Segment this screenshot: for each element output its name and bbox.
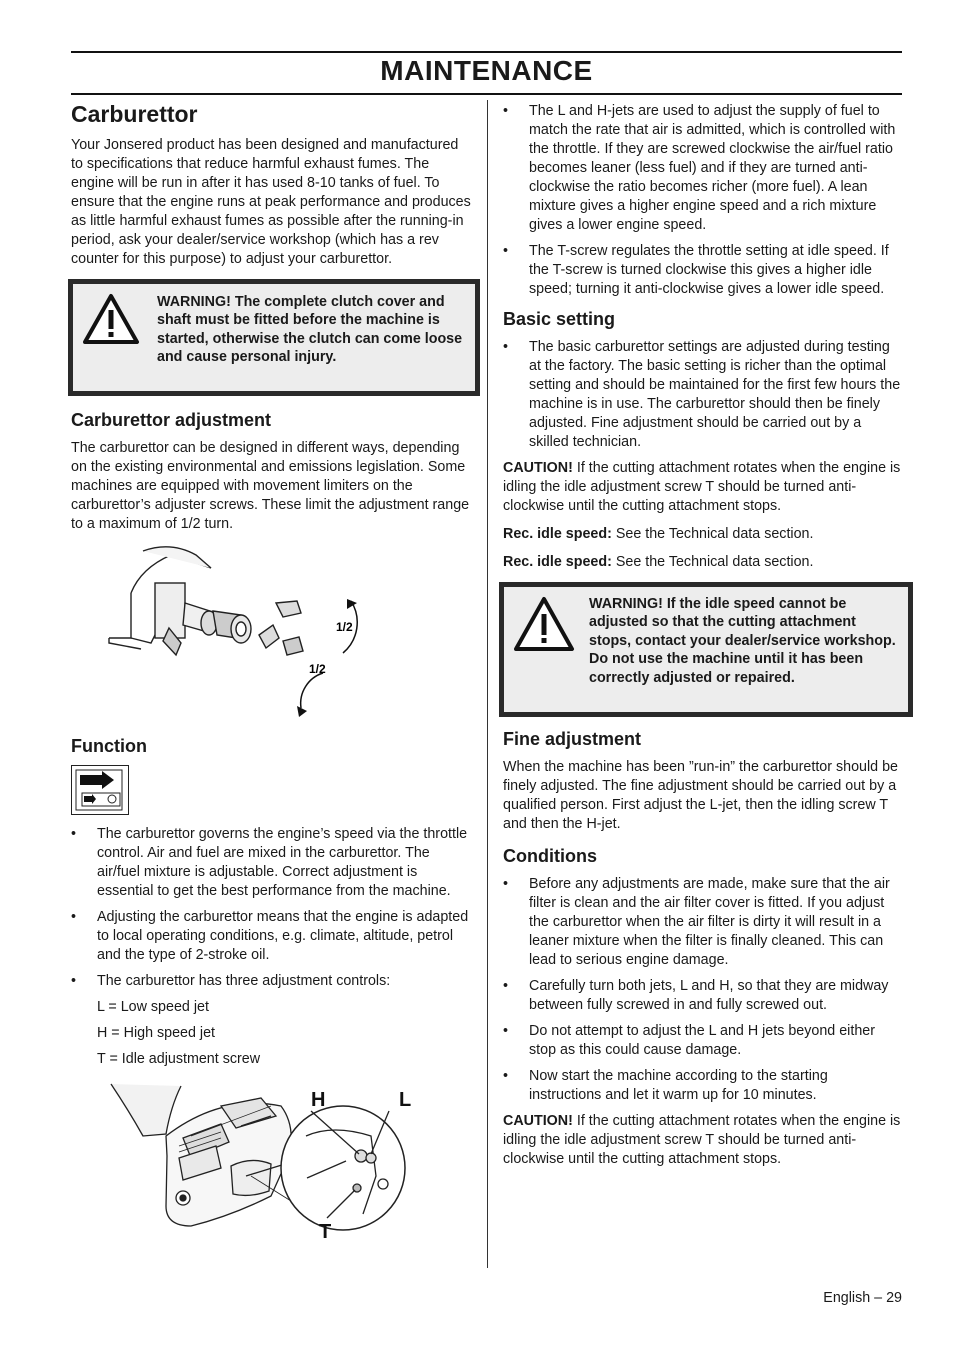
function-bullet-list — [71, 825, 471, 991]
warning-text-idle: WARNING! If the idle speed cannot be adjusted so that the cutting attachment stops, contact your dealer/service workshop. Do not use the machine until it has been correctly adjusted or repaired. — [589, 596, 896, 686]
adjustment-paragraph: The carburettor can be designed in different ways, depending on the existing environmental and emissions legislation. Some machines are equipped with movement limiters on the carburettor’s adjuster screws. These limit the adjustment range to a maximum of 1/2 turn. — [71, 440, 470, 532]
rec-idle-text: See the Technical data section. — [611, 554, 814, 570]
header-rule-top — [71, 51, 902, 53]
list-item: • The T-screw regulates the throttle setting at idle speed. If the T-screw is turned clockwise this gives a higher idle speed; turning it anti-clockwise gives a lower idle speed. — [503, 242, 903, 299]
jet-label-l: L — [399, 1089, 412, 1111]
warning-text-clutch: WARNING! The complete clutch cover and shaft must be fitted before the machine is started, otherwise the clutch can come loose and cause personal injury. — [157, 294, 463, 366]
engine-jets-figure — [71, 1076, 471, 1241]
rec-idle-label: Rec. idle speed: — [503, 526, 612, 542]
jet-bullet-list — [503, 102, 903, 299]
header-rule-bottom — [71, 93, 902, 95]
list-item: • The carburettor governs the engine’s speed via the throttle control. Air and fuel are mixed in the carburettor. The air/fuel mixture is adjustable. Correct adjustment is essential to get the best performance from the machine. — [71, 825, 471, 901]
warning-box-clutch — [68, 279, 480, 396]
warning-triangle-icon — [81, 292, 141, 346]
carburettor-limiter-figure — [101, 543, 401, 728]
rec-idle-label: Rec. idle speed: — [503, 554, 612, 570]
list-item: • Before any adjustments are made, make sure that the air filter is clean and the air filter cover is fitted. If you adjust the carburettor when the air filter is dirty it will result in a leaner mixture when the filter is finally cleaned. This can lead to serious engine damage. — [503, 875, 903, 970]
heading-fine-adjustment: Fine adjustment — [503, 729, 642, 749]
rec-idle-speed-1 — [503, 525, 903, 544]
limiter-label-bottom: 1/2 — [309, 662, 326, 676]
list-item: • Do not attempt to adjust the L and H jets beyond either stop as this could cause damage. — [503, 1022, 903, 1060]
warning-triangle-icon — [512, 595, 576, 653]
jet-label-h: H — [311, 1089, 326, 1111]
list-item: • The L and H-jets are used to adjust the supply of fuel to match the rate that air is admitted, which is controlled with the throttle. If they are screwed clockwise the air/fuel ratio becomes leaner (less fuel) and if they are turned anti-clockwise the ratio becomes richer (more fuel). A lean mixture gives a higher engine speed and a rich mixture gives a lower engine speed. — [503, 102, 903, 235]
intro-paragraph: Your Jonsered product has been designed and manufactured to specifications that reduce harmful exhaust fumes. The engine will be run in after it has used 8-10 tanks of fuel. To ensure that the engine runs at peak performance and produces as little harmful exhaust fumes as possible after the running-in period, ask your dealer/service workshop (which has a rev counter for this purpose) to adjust your carburettor. — [71, 137, 471, 267]
column-divider — [487, 100, 488, 1268]
heading-function: Function — [71, 736, 147, 756]
list-item: • Carefully turn both jets, L and H, so that they are midway between fully screwed in and fully screwed out. — [503, 977, 903, 1015]
control-l: L = Low speed jet — [97, 999, 209, 1015]
right-column — [503, 102, 903, 1178]
control-t: T = Idle adjustment screw — [97, 1051, 261, 1067]
list-item: • The basic carburettor settings are adjusted during testing at the factory. The basic setting is richer than the optimal setting and should be maintained for the first few hours the machine is in use. The carburettor should then be finely adjusted. Fine adjustment should be carried out by a skilled technician. — [503, 338, 903, 452]
page-title: MAINTENANCE — [380, 55, 593, 86]
section-title-carburettor: Carburettor — [71, 101, 198, 127]
heading-carburettor-adjustment: Carburettor adjustment — [71, 410, 272, 430]
list-item: • The carburettor has three adjustment controls: — [71, 972, 471, 991]
list-item: • Adjusting the carburettor means that the engine is adapted to local operating conditions, e.g. climate, altitude, petrol and the type of 2-stroke oil. — [71, 908, 471, 965]
limiter-label-top: 1/2 — [336, 620, 353, 634]
caution-text: If the cutting attachment rotates when the engine is idling the idle adjustment screw T should be turned anti-clockwise until the cutting attachment stops. — [503, 460, 901, 514]
basic-bullet-list — [503, 338, 903, 452]
left-column — [71, 101, 471, 1241]
conditions-bullet-list — [503, 875, 903, 1105]
caution-label: CAUTION! — [503, 460, 573, 476]
arrow-right-icon — [72, 766, 127, 813]
control-h: H = High speed jet — [97, 1025, 216, 1041]
function-symbol-box — [71, 765, 129, 815]
fine-adjustment-paragraph: When the machine has been ”run-in” the carburettor should be finely adjusted. The fine adjustment should be carried out by a qualified person. First adjust the L-jet, then the idling screw T and then the H-jet. — [503, 759, 898, 832]
heading-basic-setting: Basic setting — [503, 309, 616, 329]
screw-label-t: T — [319, 1221, 332, 1241]
caution-label: CAUTION! — [503, 1113, 573, 1129]
caution-paragraph-2 — [503, 1112, 903, 1169]
page-number: English – 29 — [823, 1290, 902, 1306]
caution-text: If the cutting attachment rotates when the engine is idling the idle adjustment screw T should be turned anti-clockwise until the cutting attachment stops. — [503, 1113, 901, 1167]
caution-paragraph-1 — [503, 459, 903, 516]
heading-conditions: Conditions — [503, 846, 597, 866]
rec-idle-speed-2 — [503, 553, 903, 572]
warning-box-idle — [499, 582, 913, 717]
list-item: • Now start the machine according to the starting instructions and let it warm up for 10 minutes. — [503, 1067, 903, 1105]
rec-idle-text: See the Technical data section. — [611, 526, 814, 542]
